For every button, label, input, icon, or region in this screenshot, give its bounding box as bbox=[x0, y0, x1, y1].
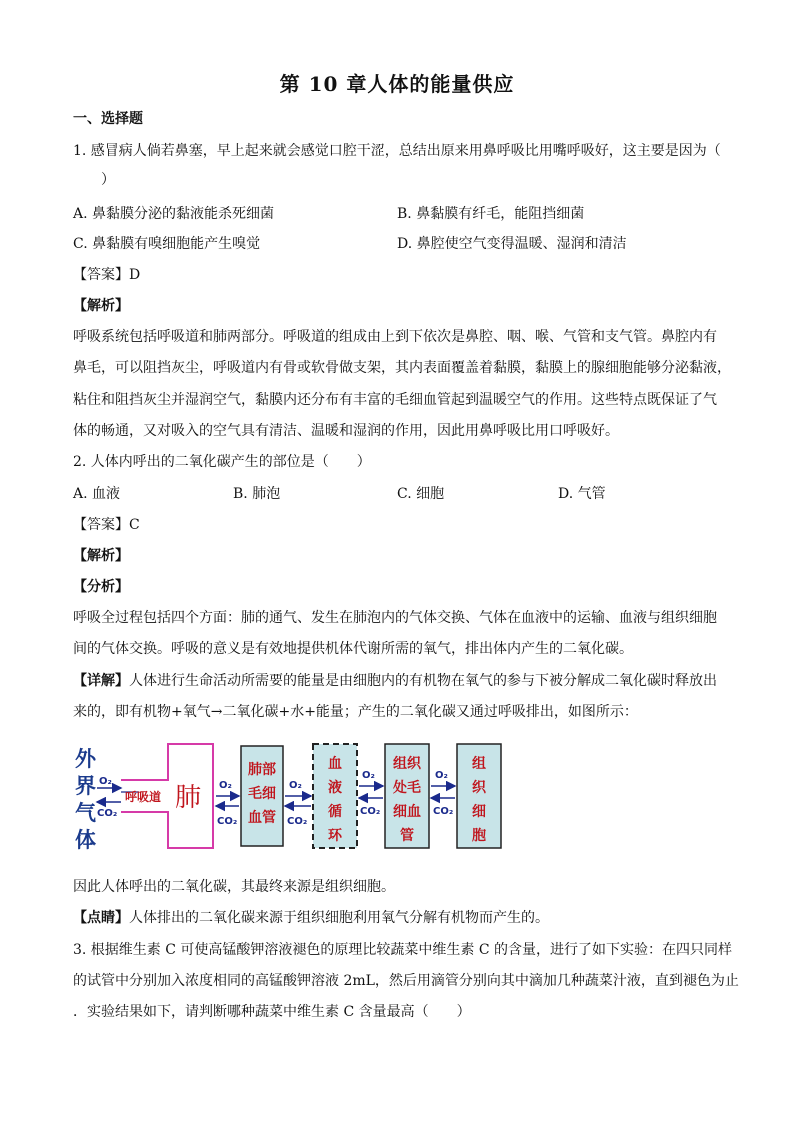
box1-line-1: 肺部 bbox=[248, 762, 276, 778]
q2-analysis-label: 【解析】 bbox=[73, 548, 129, 564]
q2-option-c: C. 细胞 bbox=[397, 486, 445, 502]
co2-label-4: CO₂ bbox=[360, 806, 381, 817]
outer-gas-char-4: 体 bbox=[75, 828, 96, 852]
q1-option-a: A. 鼻黏膜分泌的黏液能杀死细菌 bbox=[73, 206, 275, 222]
airway-label: 呼吸道 bbox=[125, 790, 162, 804]
o2-label-2: O₂ bbox=[219, 780, 232, 791]
box3-line-2: 处毛 bbox=[393, 780, 421, 796]
q1-answer: 【答案】D bbox=[73, 267, 141, 283]
box2-line-2: 液 bbox=[328, 780, 342, 796]
q2-detail-line-2: 来的，即有机物+氧气→二氧化碳+水+能量；产生的二氧化碳又通过呼吸排出，如图所示： bbox=[73, 704, 638, 720]
co2-label-5: CO₂ bbox=[433, 806, 454, 817]
o2-label-3: O₂ bbox=[289, 780, 302, 791]
q3-stem-line-2: 的试管中分别加入浓度相同的高锰酸钾溶液 2mL，然后用滴管分别向其中滴加几种蔬菜汁液，直到褪色为止 bbox=[73, 973, 739, 989]
q2-fenxi-line-1: 呼吸全过程包括四个方面：肺的通气、发生在肺泡内的气体交换、气体在血液中的运输、血液与组织细胞 bbox=[73, 610, 717, 626]
co2-label-3: CO₂ bbox=[287, 816, 308, 827]
q2-option-b: B. 肺泡 bbox=[233, 486, 281, 502]
box4-line-2: 织 bbox=[472, 780, 486, 796]
co2-label-1: CO₂ bbox=[97, 808, 118, 819]
q1-analysis-line-1: 呼吸系统包括呼吸道和肺两部分。呼吸道的组成由上到下依次是鼻腔、咽、喉、气管和支气管。鼻腔内有 bbox=[73, 329, 717, 345]
outer-gas-char-1: 外 bbox=[75, 747, 96, 771]
q2-detail-label: 【详解】 bbox=[73, 673, 129, 689]
section-heading: 一、选择题 bbox=[73, 111, 143, 127]
outer-gas-label bbox=[75, 747, 97, 852]
box4-line-1: 组 bbox=[472, 756, 486, 772]
q2-tip-label: 【点睛】 bbox=[73, 910, 129, 926]
o2-label-5: O₂ bbox=[435, 770, 448, 781]
q2-detail-line-1 bbox=[73, 671, 723, 691]
q3-stem-line-3: ．实验结果如下，请判断哪种蔬菜中维生素 C 含量最高（ ） bbox=[73, 1004, 471, 1020]
box2-line-1: 血 bbox=[328, 756, 342, 772]
q2-stem: 2. 人体内呼出的二氧化碳产生的部位是（ ） bbox=[73, 454, 371, 470]
q1-stem-line-2: ） bbox=[73, 172, 115, 188]
o2-label-1: O₂ bbox=[99, 776, 112, 787]
lung-label: 肺 bbox=[175, 783, 202, 813]
q1-option-b: B. 鼻黏膜有纤毛，能阻挡细菌 bbox=[397, 206, 585, 222]
q1-analysis-line-4: 体的畅通，又对吸入的空气具有清洁、温暖和湿润的作用，因此用鼻呼吸比用口呼吸好。 bbox=[73, 423, 619, 439]
q2-option-d: D. 气管 bbox=[558, 486, 606, 502]
page-title: 第 10 章人体的能量供应 bbox=[279, 72, 515, 96]
q2-option-a: A. 血液 bbox=[73, 486, 121, 502]
q3-stem-line-1: 3. 根据维生素 C 可使高锰酸钾溶液褪色的原理比较蔬菜中维生素 C 的含量，进行了如下实验：在四只同样 bbox=[73, 942, 733, 958]
q1-analysis-line-2: 鼻毛，可以阻挡灰尘，呼吸道内有骨或软骨做支架，其内表面覆盖着黏膜，黏膜上的腺细胞能够分泌黏液， bbox=[73, 360, 731, 376]
q2-detail-text: 人体进行生命活动所需要的能量是由细胞内的有机物在氧气的参与下被分解成二氧化碳时释放出 bbox=[129, 673, 717, 689]
q2-tip-line bbox=[73, 908, 723, 928]
outer-gas-char-2: 界 bbox=[75, 774, 96, 798]
box2-line-4: 环 bbox=[328, 828, 342, 844]
q2-fenxi-line-2: 间的气体交换。呼吸的意义是有效地提供机体代谢所需的氧气，排出体内产生的二氧化碳。 bbox=[73, 641, 633, 657]
box2-line-3: 循 bbox=[328, 804, 342, 820]
q2-conclusion: 因此人体呼出的二氧化碳，其最终来源是组织细胞。 bbox=[73, 879, 395, 895]
box4-line-3: 细 bbox=[472, 804, 486, 820]
q1-option-c: C. 鼻黏膜有嗅细胞能产生嗅觉 bbox=[73, 236, 261, 252]
box3-line-3: 细血 bbox=[393, 804, 421, 820]
q1-analysis-line-3: 粘住和阻挡灰尘并湿润空气，黏膜内还分布有丰富的毛细血管起到温暖空气的作用。这些特点既保证了气 bbox=[73, 392, 717, 408]
q2-tip-text: 人体排出的二氧化碳来源于组织细胞利用氧气分解有机物而产生的。 bbox=[129, 910, 549, 926]
q2-fenxi-label: 【分析】 bbox=[73, 579, 129, 595]
q2-answer: 【答案】C bbox=[73, 517, 140, 533]
respiration-diagram bbox=[73, 740, 503, 858]
box3-line-4: 管 bbox=[400, 828, 414, 844]
box4-line-4: 胞 bbox=[472, 828, 486, 844]
co2-label-2: CO₂ bbox=[217, 816, 238, 827]
q1-analysis-label: 【解析】 bbox=[73, 298, 129, 314]
outer-gas-char-3: 气 bbox=[75, 801, 96, 825]
q1-option-d: D. 鼻腔使空气变得温暖、湿润和清洁 bbox=[397, 236, 627, 252]
box1-line-2: 毛细 bbox=[248, 786, 276, 802]
box3-line-1: 组织 bbox=[393, 756, 421, 772]
box1-line-3: 血管 bbox=[248, 810, 276, 826]
q1-stem-line-1: 1. 感冒病人倘若鼻塞，早上起来就会感觉口腔干涩，总结出原来用鼻呼吸比用嘴呼吸好，这主要是因为（ bbox=[73, 143, 721, 159]
o2-label-4: O₂ bbox=[362, 770, 375, 781]
